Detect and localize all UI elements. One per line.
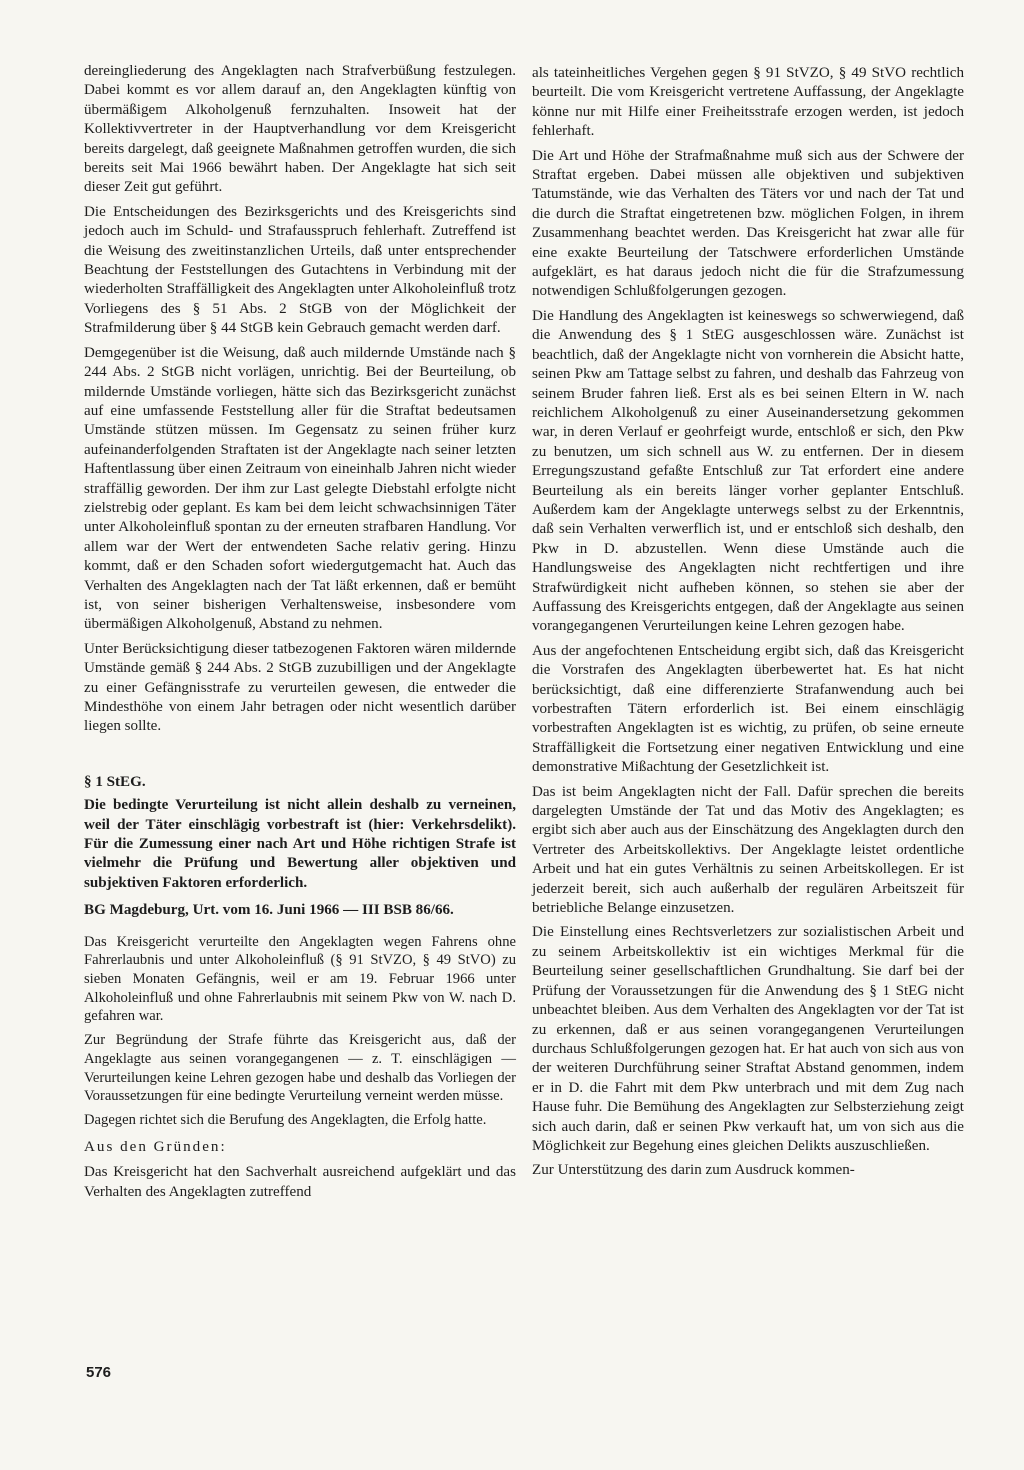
paragraph: Das ist beim Angeklagten nicht der Fall. Dafür sprechen die bereits dargelegten Umstände der Tat und das Motiv des Angeklagten; es ergibt sich aber auch aus der Einschätzung des Angeklagten durch den Vertreter des Arbeitskollektivs. Der Angeklagte leistet ordentliche Arbeit und hat ein gutes Verhältnis zu seinen Arbeitskollegen. Er ist jederzeit bereit, sich auch außerhalb der regulären Arbeitszeit für betriebliche Belange einzusetzen. xyxy=(532,783,964,917)
paragraph: dereingliederung des Angeklagten nach Strafverbüßung festzulegen. Dabei kommt es vor allem darauf an, den Angeklagten künftig von übermäßigem Alkoholgenuß fernzuhalten. Insoweit hat der Kollektivvertreter in der Hauptverhandlung vor dem Kreisgericht bereits dargelegt, daß geeignete Maßnahmen getroffen wurden, die sich bereits seit Mai 1966 bewährt haben. Der Angeklagte hat sich seit dieser Zeit gut geführt. xyxy=(84,63,516,196)
paragraph: Unter Berücksichtigung dieser tatbezogenen Faktoren wären mildernde Umstände gemäß § 244 Abs. 2 StGB zuzubilligen und der Angeklagte zu einer Gefängnisstrafe zu verurteilen gewesen, die entweder die Mindesthöhe von einem Jahr betragen oder nicht wesentlich darüber liegen sollte. xyxy=(84,640,516,735)
paragraph: Die Einstellung eines Rechtsverletzers zur sozialistischen Arbeit und zu seinem Arbeitskollektiv ist ein wichtiges Merkmal für die Beurteilung seiner gesellschaftlichen Grundhaltung. Sie darf bei der Prüfung der Voraussetzungen für die Anwendung des § 1 StEG nicht unbeachtet bleiben. Aus dem Verhalten des Angeklagten vor der Tat ist zu erkennen, daß er aus seinen vorangegangenen Verurteilungen durchaus Schlußfolgerungen gezogen hat. Er hat auch von sich aus von der weiteren Durchführung seiner Straftat Abstand genommen, indem er in D. die Fahrt mit dem Pkw unterbrach und mit dem Zug nach Hause fuhr. Die Bemühung des Angeklagten zur Selbsterziehung zeigt sich auch darin, daß er seinen Pkw verkauft hat, um von sich aus die Möglichkeit zur Begehung eines gleichen Delikts auszuschließen. xyxy=(532,924,964,1154)
paragraph: Die Entscheidungen des Bezirksgerichts und des Kreisgerichts sind jedoch auch im Schuld- und Strafausspruch fehlerhaft. Zutreffend ist die Weisung des zweitinstanzlichen Urteils, daß unter entsprechender Beachtung der Feststellungen des Gutachtens in Verbindung mit der wiederholten Straffälligkeit des Angeklagten unter Alkoholeinfluß trotz Vorliegens des § 51 Abs. 2 StGB von der Möglichkeit der Strafmilderung über § 44 StGB kein Gebrauch gemacht werden darf. xyxy=(84,203,516,337)
paragraph: als tateinheitliches Vergehen gegen § 91 StVZO, § 49 StVO rechtlich beurteilt. Die vom Kreisgericht vertretene Auffassung, der Angeklagte könne nur mit Hilfe einer Freiheitsstrafe erzogen werden, ist jedoch fehlerhaft. xyxy=(532,65,964,140)
left-column xyxy=(84,62,516,1207)
right-column xyxy=(532,64,964,1186)
headnote: Die bedingte Verurteilung ist nicht allein deshalb zu verneinen, weil der Täter einschlägig vorbestraft ist (hier: Verkehrsdelikt). Für die Zumessung einer nach Art und Höhe richtigen Strafe ist vielmehr die Prüfung und Bewertung aller objektiven und subjektiven Faktoren erforderlich. xyxy=(84,797,516,891)
paragraph: Das Kreisgericht hat den Sachverhalt ausreichend aufgeklärt und das Verhalten des Angeklagten zutreffend xyxy=(84,1164,516,1200)
reasons-heading: Aus den Gründen: xyxy=(84,1138,227,1155)
court-citation: BG Magdeburg, Urt. vom 16. Juni 1966 — III BSB 86/66. xyxy=(84,902,454,919)
paragraph: Die Art und Höhe der Strafmaßnahme muß sich aus der Schwere der Straftat ergeben. Dabei müssen alle objektiven und subjektiven Tatumstände, wie das Verhalten des Täters vor und nach der Tat und die durch die Straftat eingetretenen bzw. möglichen Folgen, in ihrem Zusammenhang beachtet werden. Das Kreisgericht hat zwar alle für eine exakte Beurteilung der Tatschwere erforderlichen Umstände aufgeklärt, es hat daraus jedoch nicht die für die Strafzumessung notwendigen Schlußfolgerungen gezogen. xyxy=(532,147,964,300)
paragraph: Das Kreisgericht verurteilte den Angeklagten wegen Fahrens ohne Fahrerlaubnis und unter Alkoholeinfluß (§ 91 StVZO, § 49 StVO) zu sieben Monaten Gefängnis, weil er am 19. Februar 1966 unter Alkoholeinfluß und ohne Fahrerlaubnis mit seinem Pkw von W. nach D. gefahren war. xyxy=(84,933,516,1025)
case-facts xyxy=(84,933,516,1130)
law-heading: § 1 StEG. xyxy=(84,773,146,790)
paragraph: Aus der angefochtenen Entscheidung ergibt sich, daß das Kreisgericht die Vorstrafen des Angeklagten überbewertet hat. Es hat nicht berücksichtigt, daß eine differenzierte Strafanwendung auch bei vorbestraften Tätern erforderlich ist. Bei einem einschlägig vorbestraften Angeklagten ist es wichtig, zu prüfen, ob seine erneute Straffälligkeit die Fortsetzung einer negativen Entwicklung und eine demonstrative Mißachtung der Gesetzlichkeit ist. xyxy=(532,642,964,776)
paragraph: Zur Unterstützung des darin zum Ausdruck kommen- xyxy=(532,1162,855,1179)
paragraph: Die Handlung des Angeklagten ist keineswegs so schwerwiegend, daß die Anwendung des § 1 StEG ausgeschlossen wäre. Zunächst ist beachtlich, daß der Angeklagte nicht von vornherein die Absicht hatte, seinen Pkw am Tattage selbst zu fahren, und deshalb das Fahrzeug von seinem Bruder fahren ließ. Erst als es bei seinen Eltern in W. nach reichlichem Alkoholgenuß zu einer Auseinandersetzung gekommen war, in deren Verlauf er geohrfeigt wurde, entschloß er sich, den Pkw zu benutzen, um sich schnell aus W. zu entfernen. Der in diesem Erregungszustand gefaßte Entschluß zur Tat erfordert eine andere Beurteilung als ein bereits länger vorher geplanter Entschluß. Außerdem kam der Angeklagte unterwegs selbst zu der Erkenntnis, daß sein Verhalten verwerflich ist, und er entschloß sich deshalb, den Pkw in D. abzustellen. Wenn diese Umstände auch die Handlungsweise des Angeklagten nicht rechtfertigen und ihre Strafwürdigkeit nicht aufheben können, so stehen sie aber der Auffassung des Kreisgerichts entgegen, daß der Angeklagte aus seinen vorangegangenen Verurteilungen keine Lehren gezogen habe. xyxy=(532,307,964,635)
page-number: 576 xyxy=(86,1364,112,1381)
paragraph: Dagegen richtet sich die Berufung des Angeklagten, die Erfolg hatte. xyxy=(84,1111,487,1128)
paragraph: Zur Begründung der Strafe führte das Kreisgericht aus, daß der Angeklagte aus seinen vorangegangenen — z. T. einschlägigen — Verurteilungen keine Lehren gezogen habe und deshalb das Vorliegen der Voraussetzungen für eine bedingte Verurteilung verneint werden müsse. xyxy=(84,1032,516,1105)
paragraph: Demgegenüber ist die Weisung, daß auch mildernde Umstände nach § 244 Abs. 2 StGB nicht vorlägen, unrichtig. Bei der Beurteilung, ob mildernde Umstände vorliegen, hätte sich das Bezirksgericht zunächst auf eine umfassende Feststellung aller für die Straftat bedeutsamen Umstände stützen müssen. Im Gegensatz zu seinen früher kurz aufeinanderfolgenden Straftaten ist der Angeklagte nach seiner letzten Haftentlassung über einen Zeitraum von eineinhalb Jahren nicht wieder straffällig geworden. Der ihm zur Last gelegte Diebstahl erfolgte nicht zielstrebig oder geplant. Es kam bei dem leicht schwachsinnigen Täter unter Alkoholeinfluß spontan zu der erneuten strafbaren Handlung. Vor allem war der Wert der entwendeten Sache relativ gering. Hinzu kommt, daß er den Schaden sofort wiedergutgemacht hat. Auch das Verhalten des Angeklagten nach der Tat läßt erkennen, daß er bemüht ist, von seiner bisherigen Verhaltensweise, insbesondere vom übermäßigen Alkoholgenuß, Abstand zu nehmen. xyxy=(84,344,516,633)
